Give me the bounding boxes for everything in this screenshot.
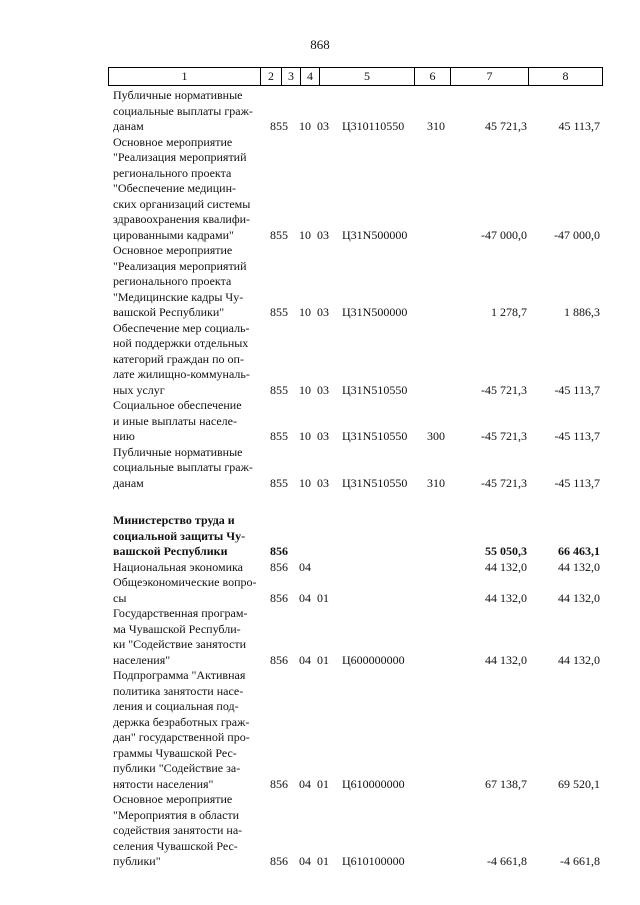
cell-code-admin: 856: [270, 776, 288, 791]
cell-section: 04: [299, 559, 311, 574]
cell-amount-2: -45 113,7: [554, 382, 600, 397]
cell-code-admin: 855: [270, 227, 288, 242]
cell-target-article: Ц31N510550: [342, 382, 408, 397]
row-title-line: политика занятости насе-: [113, 683, 244, 698]
row-title-line: граммы Чувашской Рес-: [113, 745, 237, 760]
row-title-line: социальные выплаты граж-: [113, 103, 253, 118]
cell-amount-1: -45 721,3: [481, 429, 527, 443]
row-title-line: Национальная экономика: [113, 559, 243, 574]
row-title-line: категорий граждан по оп-: [113, 351, 244, 366]
cell-subsection: 03: [317, 429, 329, 443]
cell-code-admin: 856: [270, 854, 288, 868]
table-row: [0, 135, 640, 244]
cell-code-admin: 856: [270, 544, 288, 558]
row-title-line: "Реализация мероприятий: [113, 258, 247, 273]
row-title-line: Общеэкономические вопро-: [113, 575, 257, 589]
cell-amount-2: 44 132,0: [558, 559, 600, 574]
cell-target-article: Ц31N500000: [342, 227, 408, 242]
cell-subsection: 03: [317, 227, 329, 242]
row-title-line: Государственная програм-: [113, 606, 248, 620]
row-title-line: Подпрограмма "Активная: [113, 668, 246, 682]
cell-amount-2: 1 886,3: [564, 305, 600, 319]
row-title-line: дан" государственной про-: [113, 730, 250, 744]
cell-code-admin: 856: [270, 590, 288, 605]
cell-amount-1: 44 132,0: [485, 559, 527, 574]
cell-amount-2: 44 132,0: [558, 590, 600, 605]
cell-code-admin: 855: [270, 475, 288, 490]
cell-target-article: Ц310110550: [342, 119, 405, 133]
column-header-table: [108, 67, 603, 86]
row-title-line: здравоохранения квалифи-: [113, 212, 251, 226]
row-title: [113, 560, 260, 576]
row-title-line: ма Чувашской Республи-: [113, 621, 241, 636]
row-title-line: Социальное обеспечение: [113, 398, 242, 412]
cell-section: 10: [299, 475, 311, 490]
cell-amount-1: 45 721,3: [485, 119, 527, 133]
row-title: [113, 575, 260, 606]
column-header-4: 4: [301, 68, 320, 86]
cell-amount-1: -45 721,3: [481, 475, 527, 490]
row-title-line: регионального проекта: [113, 165, 232, 180]
row-title-line: Основное мероприятие: [113, 134, 233, 149]
table-row: [0, 668, 640, 792]
cell-code-admin: 855: [270, 429, 288, 443]
row-title: [113, 606, 260, 668]
row-title-line: селения Чувашской Рес-: [113, 838, 238, 853]
row-title: [113, 135, 260, 244]
row-title-line: публики "Содействие за-: [113, 761, 241, 775]
row-title: [113, 513, 260, 560]
row-title-line: Публичные нормативные: [113, 88, 243, 102]
row-title-line: ной поддержки отдельных: [113, 336, 249, 350]
cell-amount-1: 55 050,3: [485, 544, 527, 558]
table-row: [0, 792, 640, 870]
row-title-line: лате жилищно-коммуналь-: [113, 367, 250, 381]
table-row: [0, 398, 640, 445]
row-title-line: "Реализация мероприятий: [113, 150, 247, 164]
cell-section: 10: [299, 119, 311, 133]
cell-target-article: Ц31N500000: [342, 305, 408, 319]
cell-subsection: 03: [317, 119, 329, 133]
row-title-line: вашской Республики": [113, 305, 225, 319]
row-title-line: Публичные нормативные: [113, 444, 243, 459]
column-header-6: 6: [415, 68, 451, 86]
column-header-3: 3: [282, 68, 301, 86]
cell-subsection: 01: [317, 590, 329, 605]
row-title: [113, 398, 260, 445]
cell-section: 04: [299, 652, 311, 667]
cell-target-article: Ц31N510550: [342, 429, 408, 443]
column-header-2: 2: [261, 68, 282, 86]
cell-section: 10: [299, 305, 311, 319]
row-title-line: "Мероприятия в области: [113, 807, 240, 822]
row-title-line: цированными кадрами": [113, 227, 234, 242]
cell-subsection: 01: [317, 652, 329, 667]
cell-amount-2: 45 113,7: [558, 119, 600, 133]
cell-amount-2: -47 000,0: [554, 227, 600, 242]
cell-amount-1: -45 721,3: [481, 382, 527, 397]
row-title-line: ления и социальная под-: [113, 699, 239, 713]
row-title-line: регионального проекта: [113, 274, 232, 288]
table-row: [0, 560, 640, 576]
cell-subsection: 01: [317, 776, 329, 791]
cell-section: 04: [299, 776, 311, 791]
cell-target-article: Ц31N510550: [342, 475, 408, 490]
cell-subsection: 03: [317, 382, 329, 397]
row-title-line: Основное мероприятие: [113, 792, 233, 806]
cell-expense-type: 310: [427, 119, 445, 133]
cell-amount-2: -45 113,7: [554, 429, 600, 443]
cell-amount-2: 44 132,0: [558, 652, 600, 667]
row-title-line: публики": [113, 854, 161, 868]
cell-section: 04: [299, 590, 311, 605]
budget-rows: [0, 88, 640, 870]
row-title-line: нятости населения": [113, 776, 214, 791]
cell-amount-1: 44 132,0: [485, 590, 527, 605]
table-row: [0, 445, 640, 492]
row-title-line: социальной защиты Чу-: [113, 528, 246, 543]
row-title-line: Обеспечение мер социаль-: [113, 320, 250, 335]
cell-subsection: 03: [317, 305, 329, 319]
row-title-line: содействия занятости на-: [113, 823, 243, 837]
row-title-line: "Медицинские кадры Чу-: [113, 289, 244, 304]
column-header-5: 5: [320, 68, 415, 86]
row-title-line: ских организаций системы: [113, 196, 251, 211]
table-row: [0, 606, 640, 668]
cell-amount-2: 69 520,1: [558, 776, 600, 791]
row-title: [113, 243, 260, 321]
row-title-line: данам: [113, 119, 144, 133]
row-title-line: ки "Содействие занятости: [113, 637, 247, 651]
table-row: [0, 243, 640, 321]
row-title-line: социальные выплаты граж-: [113, 460, 253, 474]
table-row: [0, 321, 640, 399]
column-header-1: 1: [109, 68, 261, 86]
cell-amount-1: -4 661,8: [487, 854, 527, 868]
row-title-line: вашской Республики: [113, 544, 228, 558]
row-title: [113, 88, 260, 135]
row-title-line: населения": [113, 652, 171, 667]
cell-section: 10: [299, 429, 311, 443]
cell-code-admin: 855: [270, 305, 288, 319]
cell-subsection: 01: [317, 854, 329, 868]
cell-section: 10: [299, 227, 311, 242]
cell-target-article: Ц610100000: [342, 854, 405, 868]
cell-section: 04: [299, 854, 311, 868]
table-row: [0, 575, 640, 606]
cell-amount-2: 66 463,1: [558, 544, 600, 558]
cell-code-admin: 856: [270, 559, 288, 574]
row-title-line: Основное мероприятие: [113, 243, 233, 257]
row-title-line: данам: [113, 475, 144, 490]
row-title-line: и иные выплаты населе-: [113, 413, 237, 428]
column-header-8: 8: [529, 68, 603, 86]
cell-amount-1: 44 132,0: [485, 652, 527, 667]
row-title-line: нию: [113, 429, 135, 443]
cell-section: 10: [299, 382, 311, 397]
table-row: [0, 88, 640, 135]
page-number: 868: [310, 37, 330, 52]
cell-amount-1: 67 138,7: [485, 776, 527, 791]
cell-target-article: Ц610000000: [342, 776, 405, 791]
row-title-line: сы: [113, 590, 127, 605]
row-title-line: держка безработных граж-: [113, 714, 250, 729]
cell-amount-1: -47 000,0: [481, 227, 527, 242]
cell-amount-2: -4 661,8: [560, 854, 600, 868]
cell-code-admin: 855: [270, 119, 288, 133]
row-title: [113, 668, 260, 792]
row-title-line: "Обеспечение медицин-: [113, 181, 236, 195]
row-title-line: ных услуг: [113, 382, 165, 397]
row-title: [113, 321, 260, 399]
row-spacer: [0, 491, 640, 513]
cell-amount-1: 1 278,7: [491, 305, 527, 319]
cell-expense-type: 300: [427, 429, 445, 443]
row-title: [113, 792, 260, 870]
cell-amount-2: -45 113,7: [554, 475, 600, 490]
cell-code-admin: 856: [270, 652, 288, 667]
row-title: [113, 445, 260, 492]
row-title-line: Министерство труда и: [113, 513, 235, 527]
cell-subsection: 03: [317, 475, 329, 490]
table-row-ministry: [0, 513, 640, 560]
cell-target-article: Ц600000000: [342, 652, 405, 667]
cell-code-admin: 855: [270, 382, 288, 397]
cell-expense-type: 310: [427, 475, 445, 490]
column-header-7: 7: [451, 68, 529, 86]
